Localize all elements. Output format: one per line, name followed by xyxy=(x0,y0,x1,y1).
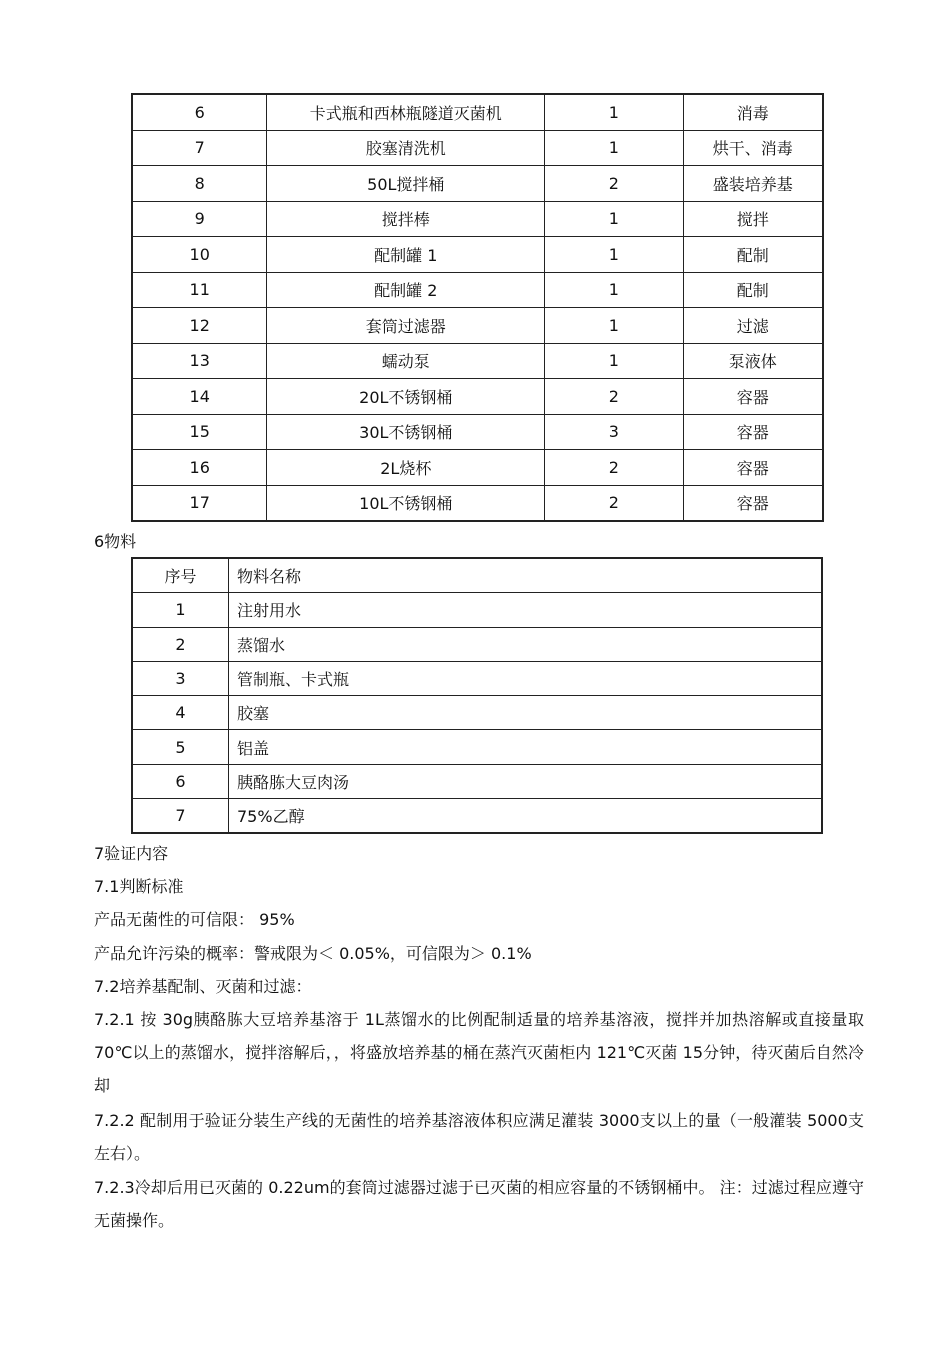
equipment-purpose: 容器 xyxy=(683,485,823,521)
equipment-name: 胶塞清洗机 xyxy=(267,130,545,166)
equipment-quantity: 1 xyxy=(545,94,683,130)
equipment-quantity: 2 xyxy=(545,166,683,202)
row-number: 14 xyxy=(132,379,267,415)
equipment-purpose: 配制 xyxy=(683,237,823,273)
equipment-name: 搅拌棒 xyxy=(267,201,545,237)
equipment-quantity: 1 xyxy=(545,201,683,237)
table-row xyxy=(132,343,823,379)
row-number: 1 xyxy=(132,593,229,627)
equipment-table xyxy=(131,93,824,522)
paragraph-7-2-3: 7.2.3冷却后用已灭菌的 0.22um的套筒过滤器过滤于已灭菌的相应容量的不锈钢桶中。 注：过滤过程应遵守无菌操作。 xyxy=(94,1178,864,1230)
equipment-name: 配制罐 2 xyxy=(267,272,545,308)
row-number: 8 xyxy=(132,166,267,202)
equipment-quantity: 1 xyxy=(545,272,683,308)
table-row xyxy=(132,414,823,450)
table-row xyxy=(132,379,823,415)
table-row xyxy=(132,627,822,661)
equipment-quantity: 2 xyxy=(545,450,683,486)
equipment-name: 30L不锈钢桶 xyxy=(267,414,545,450)
material-name: 胰酪胨大豆肉汤 xyxy=(229,764,823,798)
table-row xyxy=(132,799,822,834)
row-number: 2 xyxy=(132,627,229,661)
materials-table xyxy=(131,557,823,834)
column-header-number: 序号 xyxy=(132,558,229,593)
table-row xyxy=(132,237,823,273)
paragraph-7-2-1: 7.2.1 按 30g胰酪胨大豆培养基溶于 1L蒸馏水的比例配制适量的培养基溶液，搅拌并加热溶解或直接量取 70℃以上的蒸馏水，搅拌溶解后，，将盛放培养基的桶在蒸汽灭菌柜内 121℃灭菌 15分钟，待灭菌后自然冷却 xyxy=(94,1010,864,1095)
row-number: 7 xyxy=(132,130,267,166)
section-6-heading: 6物料 xyxy=(94,532,137,551)
equipment-quantity: 2 xyxy=(545,485,683,521)
row-number: 11 xyxy=(132,272,267,308)
material-name: 蒸馏水 xyxy=(229,627,823,661)
row-number: 10 xyxy=(132,237,267,273)
table-row xyxy=(132,201,823,237)
equipment-purpose: 烘干、消毒 xyxy=(683,130,823,166)
equipment-purpose: 配制 xyxy=(683,272,823,308)
equipment-purpose: 容器 xyxy=(683,379,823,415)
table-row xyxy=(132,94,823,130)
row-number: 4 xyxy=(132,696,229,730)
row-number: 12 xyxy=(132,308,267,344)
table-row xyxy=(132,661,822,695)
table-row xyxy=(132,450,823,486)
column-header-material-name: 物料名称 xyxy=(229,558,823,593)
equipment-quantity: 2 xyxy=(545,379,683,415)
equipment-purpose: 消毒 xyxy=(683,94,823,130)
material-name: 铝盖 xyxy=(229,730,823,764)
row-number: 17 xyxy=(132,485,267,521)
material-name: 注射用水 xyxy=(229,593,823,627)
table-row xyxy=(132,272,823,308)
paragraph-7-2-2: 7.2.2 配制用于验证分装生产线的无菌性的培养基溶液体积应满足灌装 3000支以上的量（一般灌装 5000支左右）。 xyxy=(94,1111,864,1163)
equipment-name: 50L搅拌桶 xyxy=(267,166,545,202)
equipment-name: 卡式瓶和西林瓶隧道灭菌机 xyxy=(267,94,545,130)
section-7-2-heading: 7.2培养基配制、灭菌和过滤： xyxy=(94,977,312,996)
row-number: 15 xyxy=(132,414,267,450)
row-number: 3 xyxy=(132,661,229,695)
table-row xyxy=(132,308,823,344)
equipment-name: 配制罐 1 xyxy=(267,237,545,273)
material-name: 管制瓶、卡式瓶 xyxy=(229,661,823,695)
table-row xyxy=(132,764,822,798)
equipment-name: 10L不锈钢桶 xyxy=(267,485,545,521)
equipment-purpose: 容器 xyxy=(683,450,823,486)
equipment-quantity: 3 xyxy=(545,414,683,450)
row-number: 9 xyxy=(132,201,267,237)
row-number: 13 xyxy=(132,343,267,379)
equipment-name: 套筒过滤器 xyxy=(267,308,545,344)
row-number: 7 xyxy=(132,799,229,834)
row-number: 16 xyxy=(132,450,267,486)
table-row xyxy=(132,593,822,627)
equipment-purpose: 盛装培养基 xyxy=(683,166,823,202)
equipment-quantity: 1 xyxy=(545,308,683,344)
contamination-probability-text: 产品允许污染的概率：警戒限为＜ 0.05%，可信限为＞ 0.1% xyxy=(94,944,532,963)
section-7-heading: 7验证内容 xyxy=(94,844,169,863)
equipment-quantity: 1 xyxy=(545,130,683,166)
confidence-limit-text: 产品无菌性的可信限： 95% xyxy=(94,910,295,929)
equipment-purpose: 过滤 xyxy=(683,308,823,344)
table-row xyxy=(132,166,823,202)
equipment-name: 蠕动泵 xyxy=(267,343,545,379)
table-row xyxy=(132,696,822,730)
row-number: 6 xyxy=(132,764,229,798)
equipment-quantity: 1 xyxy=(545,237,683,273)
equipment-quantity: 1 xyxy=(545,343,683,379)
equipment-purpose: 泵液体 xyxy=(683,343,823,379)
table-row xyxy=(132,130,823,166)
table-row xyxy=(132,730,822,764)
table-header-row xyxy=(132,558,822,593)
equipment-name: 20L不锈钢桶 xyxy=(267,379,545,415)
row-number: 5 xyxy=(132,730,229,764)
equipment-name: 2L烧杯 xyxy=(267,450,545,486)
section-7-1-heading: 7.1判断标准 xyxy=(94,877,184,896)
row-number: 6 xyxy=(132,94,267,130)
material-name: 75%乙醇 xyxy=(229,799,823,834)
table-row xyxy=(132,485,823,521)
material-name: 胶塞 xyxy=(229,696,823,730)
equipment-purpose: 容器 xyxy=(683,414,823,450)
equipment-purpose: 搅拌 xyxy=(683,201,823,237)
